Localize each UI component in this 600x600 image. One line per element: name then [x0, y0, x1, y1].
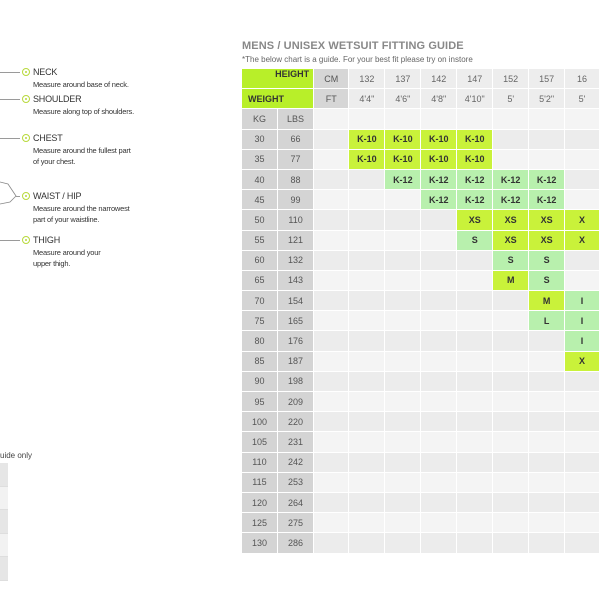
waist-title: WAIST / HIP	[33, 191, 82, 201]
empty-cell	[349, 230, 385, 250]
empty-cell	[421, 230, 457, 250]
weight-row	[242, 371, 600, 391]
size-cell: XS	[493, 230, 529, 250]
weight-kg-cell: 100	[242, 412, 278, 432]
empty-cell	[421, 210, 457, 230]
empty-cell	[565, 270, 600, 290]
weight-kg-cell: 45	[242, 190, 278, 210]
weight-row	[242, 129, 600, 149]
size-cell: XS	[529, 210, 565, 230]
empty-cell	[349, 432, 385, 452]
empty-cell	[349, 371, 385, 391]
empty-cell	[349, 392, 385, 412]
shoulder-leader-line	[0, 99, 20, 100]
height-ft-cell: 4'4"	[349, 89, 385, 109]
weight-kg-cell: 130	[242, 533, 278, 553]
empty-cell	[421, 291, 457, 311]
empty-cell	[493, 311, 529, 331]
height-ft-cell: 5'	[565, 89, 600, 109]
size-cell: X	[565, 210, 600, 230]
size-cell: K-12	[529, 169, 565, 189]
empty-cell	[529, 533, 565, 553]
empty-cell	[385, 311, 421, 331]
empty-cell	[493, 149, 529, 169]
size-cell: X	[565, 351, 600, 371]
weight-row	[242, 210, 600, 230]
weight-row	[242, 270, 600, 290]
weight-label: WEIGHT	[242, 89, 314, 109]
height-cm-cell: 147	[457, 69, 493, 89]
empty-cell	[314, 492, 349, 512]
empty-cell	[457, 270, 493, 290]
empty-cell	[421, 371, 457, 391]
empty-cell	[493, 371, 529, 391]
empty-cell	[385, 432, 421, 452]
weight-kg-cell: 90	[242, 371, 278, 391]
weight-lbs-cell: 88	[277, 169, 313, 189]
empty-cell	[565, 109, 600, 129]
empty-cell	[421, 412, 457, 432]
weight-kg-cell: 60	[242, 250, 278, 270]
weight-lbs-cell: 176	[277, 331, 313, 351]
weight-row	[242, 291, 600, 311]
size-cell: XS	[457, 210, 493, 230]
weight-lbs-cell: 154	[277, 291, 313, 311]
weight-lbs-cell: 209	[277, 392, 313, 412]
height-label: HEIGHT	[242, 69, 314, 89]
weight-lbs-cell: 143	[277, 270, 313, 290]
weight-lbs-cell: 121	[277, 230, 313, 250]
empty-cell	[529, 109, 565, 129]
empty-cell	[385, 190, 421, 210]
height-ft-cell: 4'6"	[385, 89, 421, 109]
empty-cell	[493, 291, 529, 311]
cm-label: CM	[314, 69, 349, 89]
empty-cell	[457, 412, 493, 432]
empty-cell	[314, 129, 349, 149]
header-row-cm	[242, 69, 600, 89]
empty-cell	[385, 351, 421, 371]
empty-cell	[314, 533, 349, 553]
weight-kg-cell: 95	[242, 392, 278, 412]
empty-cell	[385, 392, 421, 412]
empty-cell	[349, 109, 385, 129]
size-cell: M	[529, 291, 565, 311]
waist-leader-line	[16, 196, 20, 197]
size-cell: L	[529, 311, 565, 331]
weight-row	[242, 432, 600, 452]
empty-cell	[421, 533, 457, 553]
weight-lbs-cell: 132	[277, 250, 313, 270]
empty-cell	[421, 513, 457, 533]
size-cell: K-10	[457, 129, 493, 149]
empty-cell	[314, 291, 349, 311]
chart-subtitle: *The below chart is a guide. For your best fit please try on instore	[242, 55, 473, 64]
weight-lbs-cell: 165	[277, 311, 313, 331]
empty-cell	[493, 452, 529, 472]
height-cm-cell: 16	[565, 69, 600, 89]
size-cell: S	[457, 230, 493, 250]
fitting-table	[241, 68, 600, 554]
height-cm-cell: 132	[349, 69, 385, 89]
weight-kg-cell: 70	[242, 291, 278, 311]
empty-cell	[493, 412, 529, 432]
weight-row	[242, 230, 600, 250]
size-cell: K-10	[349, 129, 385, 149]
size-cell: S	[493, 250, 529, 270]
empty-cell	[457, 392, 493, 412]
thigh-marker-icon	[22, 236, 30, 244]
height-cm-cell: 157	[529, 69, 565, 89]
empty-cell	[421, 432, 457, 452]
empty-cell	[385, 513, 421, 533]
weight-lbs-cell: 275	[277, 513, 313, 533]
waist-desc-line1: Measure around the narrowest	[33, 204, 130, 213]
empty-cell	[314, 311, 349, 331]
empty-cell	[314, 452, 349, 472]
empty-cell	[565, 190, 600, 210]
size-cell: K-12	[493, 169, 529, 189]
left-guide-note: uide only	[0, 451, 33, 460]
neck-leader-line	[0, 72, 20, 73]
empty-cell	[493, 513, 529, 533]
empty-cell	[349, 270, 385, 290]
empty-cell	[349, 190, 385, 210]
empty-cell	[421, 311, 457, 331]
empty-cell	[349, 169, 385, 189]
weight-lbs-cell: 198	[277, 371, 313, 391]
empty-cell	[349, 533, 385, 553]
weight-lbs-cell: 77	[277, 149, 313, 169]
weight-kg-cell: 55	[242, 230, 278, 250]
chart-title: MENS / UNISEX WETSUIT FITTING GUIDE	[242, 40, 464, 52]
size-cell: K-12	[457, 190, 493, 210]
empty-cell	[421, 109, 457, 129]
empty-cell	[529, 149, 565, 169]
empty-cell	[421, 331, 457, 351]
empty-cell	[421, 492, 457, 512]
size-cell: XS	[529, 230, 565, 250]
empty-cell	[314, 109, 349, 129]
weight-row	[242, 513, 600, 533]
empty-cell	[314, 331, 349, 351]
weight-kg-cell: 80	[242, 331, 278, 351]
empty-cell	[565, 149, 600, 169]
empty-cell	[565, 250, 600, 270]
empty-cell	[349, 452, 385, 472]
kg-label: KG	[242, 109, 278, 129]
empty-cell	[457, 492, 493, 512]
empty-cell	[314, 270, 349, 290]
weight-kg-cell: 85	[242, 351, 278, 371]
ft-label: FT	[314, 89, 349, 109]
empty-cell	[314, 230, 349, 250]
weight-lbs-cell: 286	[277, 533, 313, 553]
mini-table-row	[0, 463, 8, 487]
empty-cell	[529, 371, 565, 391]
empty-cell	[385, 472, 421, 492]
empty-cell	[421, 392, 457, 412]
shoulder-desc: Measure along top of shoulders.	[33, 107, 134, 116]
empty-cell	[349, 331, 385, 351]
empty-cell	[565, 371, 600, 391]
chest-leader-line	[0, 138, 20, 139]
empty-cell	[385, 270, 421, 290]
chest-desc-line2: of your chest.	[33, 157, 76, 166]
empty-cell	[529, 331, 565, 351]
empty-cell	[349, 513, 385, 533]
empty-cell	[529, 392, 565, 412]
weight-row	[242, 331, 600, 351]
chest-title: CHEST	[33, 133, 63, 143]
height-ft-cell: 5'	[493, 89, 529, 109]
empty-cell	[457, 291, 493, 311]
empty-cell	[314, 371, 349, 391]
empty-cell	[493, 109, 529, 129]
empty-cell	[493, 129, 529, 149]
empty-cell	[349, 210, 385, 230]
size-cell: I	[565, 311, 600, 331]
empty-cell	[529, 472, 565, 492]
empty-cell	[314, 250, 349, 270]
empty-cell	[565, 472, 600, 492]
header-row-ft	[242, 89, 600, 109]
weight-row	[242, 452, 600, 472]
empty-cell	[457, 311, 493, 331]
neck-title: NECK	[33, 67, 58, 77]
weight-kg-cell: 30	[242, 129, 278, 149]
height-ft-cell: 4'10"	[457, 89, 493, 109]
empty-cell	[385, 210, 421, 230]
waist-marker-icon	[22, 192, 30, 200]
empty-cell	[565, 533, 600, 553]
size-cell: X	[565, 230, 600, 250]
empty-cell	[385, 230, 421, 250]
empty-cell	[385, 533, 421, 553]
empty-cell	[493, 351, 529, 371]
empty-cell	[565, 129, 600, 149]
empty-cell	[385, 250, 421, 270]
waist-desc-line2: part of your waistline.	[33, 215, 100, 224]
empty-cell	[349, 250, 385, 270]
weight-row	[242, 250, 600, 270]
chest-marker-icon	[22, 134, 30, 142]
weight-lbs-cell: 110	[277, 210, 313, 230]
weight-lbs-cell: 253	[277, 472, 313, 492]
empty-cell	[314, 169, 349, 189]
mini-table-row	[0, 510, 8, 534]
weight-kg-cell: 120	[242, 492, 278, 512]
empty-cell	[314, 351, 349, 371]
size-cell: M	[493, 270, 529, 290]
height-cm-cell: 137	[385, 69, 421, 89]
height-cm-cell: 152	[493, 69, 529, 89]
size-cell: I	[565, 291, 600, 311]
weight-row	[242, 169, 600, 189]
size-cell: K-12	[529, 190, 565, 210]
empty-cell	[565, 513, 600, 533]
size-cell: K-10	[457, 149, 493, 169]
empty-cell	[493, 392, 529, 412]
weight-row	[242, 472, 600, 492]
thigh-desc-line1: Measure around your	[33, 248, 101, 257]
empty-cell	[314, 513, 349, 533]
empty-cell	[349, 291, 385, 311]
weight-row	[242, 412, 600, 432]
weight-kg-cell: 75	[242, 311, 278, 331]
weight-kg-cell: 110	[242, 452, 278, 472]
empty-cell	[457, 432, 493, 452]
empty-cell	[385, 452, 421, 472]
empty-cell	[385, 412, 421, 432]
empty-cell	[565, 169, 600, 189]
weight-lbs-cell: 242	[277, 452, 313, 472]
weight-kg-cell: 40	[242, 169, 278, 189]
left-mini-table	[0, 463, 8, 581]
size-cell: K-10	[349, 149, 385, 169]
size-cell: K-10	[421, 149, 457, 169]
weight-kg-cell: 65	[242, 270, 278, 290]
height-cm-cell: 142	[421, 69, 457, 89]
empty-cell	[314, 392, 349, 412]
size-cell: K-12	[493, 190, 529, 210]
neck-marker-icon	[22, 68, 30, 76]
empty-cell	[529, 492, 565, 512]
weight-row	[242, 190, 600, 210]
empty-cell	[314, 210, 349, 230]
size-cell: S	[529, 250, 565, 270]
weight-row	[242, 351, 600, 371]
weight-lbs-cell: 187	[277, 351, 313, 371]
size-cell: S	[529, 270, 565, 290]
empty-cell	[457, 109, 493, 129]
empty-cell	[385, 492, 421, 512]
weight-kg-cell: 115	[242, 472, 278, 492]
empty-cell	[349, 472, 385, 492]
empty-cell	[457, 331, 493, 351]
thigh-desc-line2: upper thigh.	[33, 259, 71, 268]
weight-kg-cell: 125	[242, 513, 278, 533]
weight-kg-cell: 50	[242, 210, 278, 230]
empty-cell	[493, 533, 529, 553]
weight-lbs-cell: 66	[277, 129, 313, 149]
empty-cell	[493, 432, 529, 452]
empty-cell	[529, 452, 565, 472]
empty-cell	[565, 452, 600, 472]
units-row	[242, 109, 600, 129]
shoulder-title: SHOULDER	[33, 94, 82, 104]
size-cell: K-10	[421, 129, 457, 149]
empty-cell	[421, 472, 457, 492]
empty-cell	[457, 351, 493, 371]
empty-cell	[493, 472, 529, 492]
size-cell: I	[565, 331, 600, 351]
size-cell: XS	[493, 210, 529, 230]
mini-table-row	[0, 487, 8, 511]
empty-cell	[565, 412, 600, 432]
weight-row	[242, 392, 600, 412]
thigh-leader-line	[0, 240, 20, 241]
size-cell: K-10	[385, 129, 421, 149]
weight-lbs-cell: 99	[277, 190, 313, 210]
empty-cell	[529, 513, 565, 533]
weight-row	[242, 311, 600, 331]
lbs-label: LBS	[277, 109, 313, 129]
size-cell: K-12	[421, 169, 457, 189]
empty-cell	[529, 129, 565, 149]
weight-row	[242, 533, 600, 553]
empty-cell	[349, 311, 385, 331]
empty-cell	[421, 452, 457, 472]
size-cell: K-10	[385, 149, 421, 169]
empty-cell	[314, 412, 349, 432]
empty-cell	[565, 392, 600, 412]
weight-lbs-cell: 264	[277, 492, 313, 512]
mini-table-row	[0, 557, 8, 581]
weight-row	[242, 492, 600, 512]
empty-cell	[421, 250, 457, 270]
neck-desc: Measure around base of neck.	[33, 80, 129, 89]
weight-lbs-cell: 231	[277, 432, 313, 452]
empty-cell	[565, 432, 600, 452]
empty-cell	[349, 412, 385, 432]
empty-cell	[314, 472, 349, 492]
empty-cell	[457, 371, 493, 391]
weight-kg-cell: 35	[242, 149, 278, 169]
height-ft-cell: 4'8"	[421, 89, 457, 109]
empty-cell	[385, 109, 421, 129]
empty-cell	[565, 492, 600, 512]
empty-cell	[385, 331, 421, 351]
empty-cell	[421, 270, 457, 290]
empty-cell	[529, 412, 565, 432]
mini-table-row	[0, 534, 8, 558]
empty-cell	[529, 351, 565, 371]
thigh-title: THIGH	[33, 235, 60, 245]
size-cell: K-12	[385, 169, 421, 189]
empty-cell	[457, 472, 493, 492]
empty-cell	[457, 513, 493, 533]
empty-cell	[385, 291, 421, 311]
empty-cell	[314, 190, 349, 210]
weight-lbs-cell: 220	[277, 412, 313, 432]
empty-cell	[457, 533, 493, 553]
weight-kg-cell: 105	[242, 432, 278, 452]
chest-desc-line1: Measure around the fullest part	[33, 146, 131, 155]
empty-cell	[421, 351, 457, 371]
height-ft-cell: 5'2"	[529, 89, 565, 109]
empty-cell	[457, 250, 493, 270]
empty-cell	[493, 331, 529, 351]
empty-cell	[385, 371, 421, 391]
size-cell: K-12	[457, 169, 493, 189]
empty-cell	[314, 432, 349, 452]
empty-cell	[457, 452, 493, 472]
shoulder-marker-icon	[22, 95, 30, 103]
empty-cell	[314, 149, 349, 169]
size-cell: K-12	[421, 190, 457, 210]
empty-cell	[349, 492, 385, 512]
weight-row	[242, 149, 600, 169]
empty-cell	[529, 432, 565, 452]
empty-cell	[349, 351, 385, 371]
empty-cell	[493, 492, 529, 512]
